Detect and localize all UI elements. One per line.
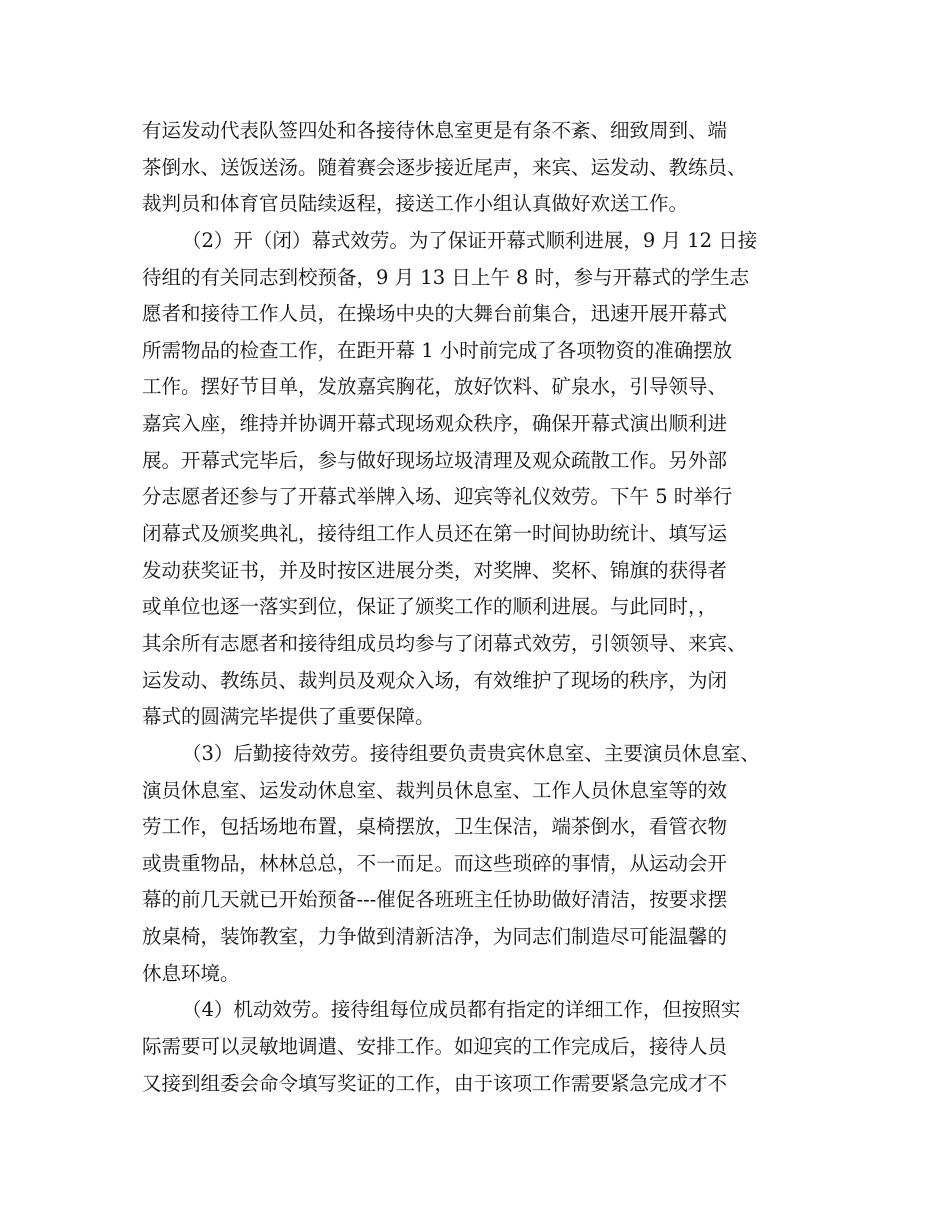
text-line: 休息环境。	[142, 961, 240, 985]
text-line: 所需物品的检查工作，在距开幕 1 小时前完成了各项物资的准确摆放	[142, 338, 733, 362]
text-line: 嘉宾入座，维持并协调开幕式现场观众秩序，确保开幕式演出顺利进	[142, 412, 728, 436]
text-line: 运发动、教练员、裁判员及观众入场，有效维护了现场的秩序，为闭	[142, 668, 728, 692]
paragraph-start-line: （4）机动效劳。接待组每位成员都有指定的详细工作，但按照实	[182, 998, 741, 1022]
text-line: 际需要可以灵敏地调遣、安排工作。如迎宾的工作完成后，接待人员	[142, 1035, 728, 1059]
text-line: 或单位也逐一落实到位，保证了颁奖工作的顺利进展。与此同时，，	[142, 595, 718, 619]
text-line: 闭幕式及颁奖典礼，接待组工作人员还在第一时间协助统计、填写运	[142, 522, 728, 546]
text-line: 展。开幕式完毕后，参与做好现场垃圾清理及观众疏散工作。另外部	[142, 448, 728, 472]
paragraph-start-line: （2）开（闭）幕式效劳。为了保证开幕式顺利进展，9 月 12 日接	[182, 228, 758, 252]
text-line: 发动获奖证书，并及时按区进展分类，对奖牌、奖杯、锦旗的获得者	[142, 558, 728, 582]
text-line: 分志愿者还参与了开幕式举牌入场、迎宾等礼仪效劳。下午 5 时举行	[142, 485, 733, 509]
text-line: 劳工作，包括场地布置，桌椅摆放，卫生保洁，端茶倒水，看管衣物	[142, 815, 728, 839]
text-line: 幕式的圆满完毕提供了重要保障。	[142, 705, 435, 729]
text-line: 工作。摆好节目单，发放嘉宾胸花，放好饮料、矿泉水，引导领导、	[142, 375, 728, 399]
text-line: 愿者和接待工作人员，在操场中央的大舞台前集合，迅速开展开幕式	[142, 302, 728, 326]
text-line: 演员休息室、运发动休息室、裁判员休息室、工作人员休息室等的效	[142, 778, 728, 802]
text-line: 有运发动代表队签四处和各接待休息室更是有条不紊、细致周到、端	[142, 119, 728, 142]
text-line: 幕的前几天就已开始预备---催促各班班主任协助做好清洁，按要求摆	[142, 888, 728, 912]
text-line: 或贵重物品，林林总总，不一而足。而这些琐碎的事情，从运动会开	[142, 851, 728, 875]
text-line: 放桌椅，装饰教室，力争做到清新洁净，为同志们制造尽可能温馨的	[142, 925, 728, 949]
text-line: 其余所有志愿者和接待组成员均参与了闭幕式效劳，引领领导、来宾、	[142, 631, 747, 655]
paragraph-start-line: （3）后勤接待效劳。接待组要负责贵宾休息室、主要演员休息室、	[182, 741, 760, 765]
text-line: 又接到组委会命令填写奖证的工作，由于该项工作需要紧急完成才不	[142, 1071, 728, 1095]
text-line: 茶倒水、送饭送汤。随着赛会逐步接近尾声，来宾、运发动、教练员、	[142, 155, 747, 179]
body-text	[142, 113, 832, 1102]
text-line: 待组的有关同志到校预备，9 月 13 日上午 8 时，参与开幕式的学生志	[142, 265, 750, 289]
text-line: 裁判员和体育官员陆续返程，接送工作小组认真做好欢送工作。	[142, 192, 689, 216]
